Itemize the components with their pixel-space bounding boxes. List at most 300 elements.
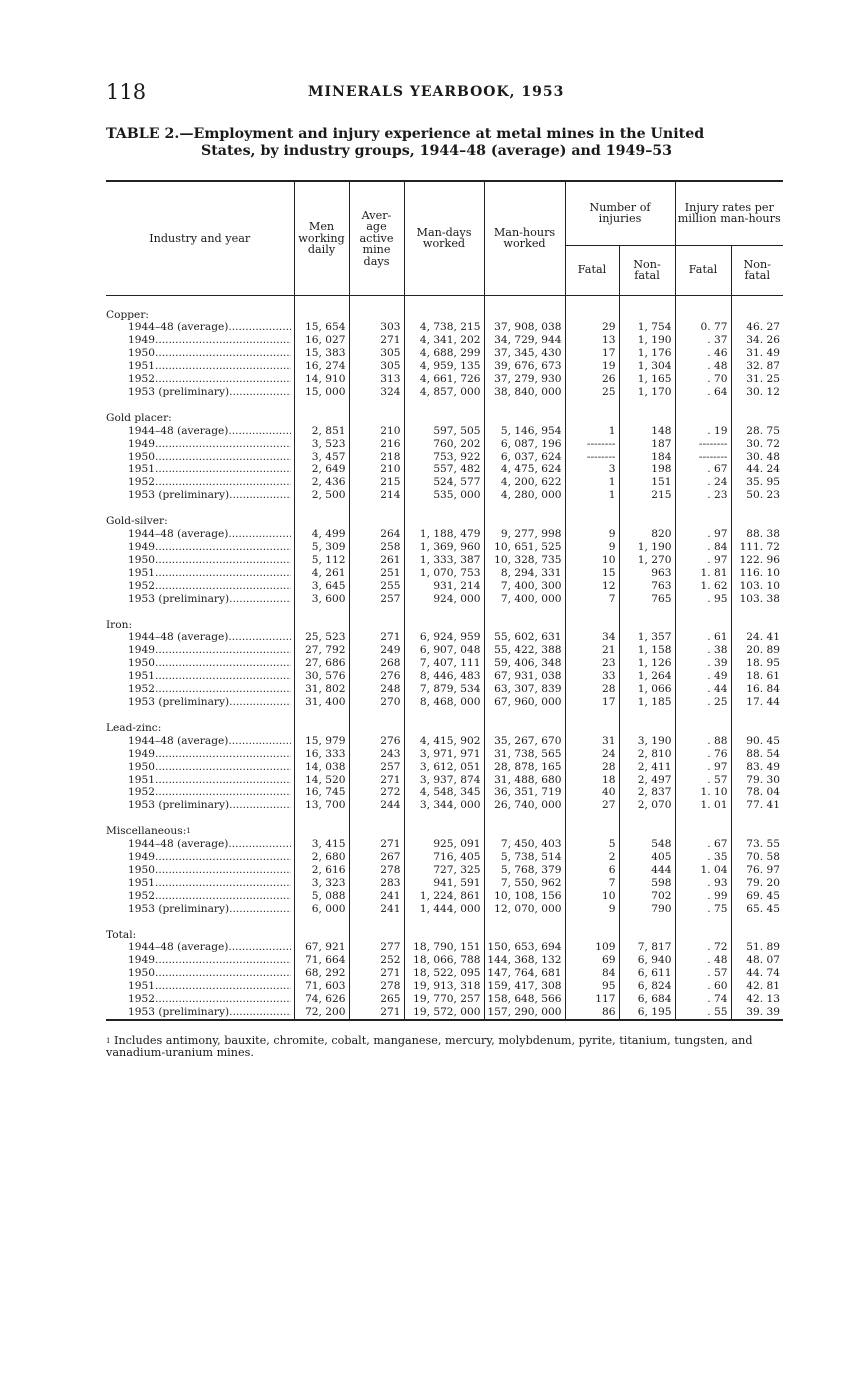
- row-label: [106, 670, 294, 683]
- empty-cell: [484, 309, 565, 322]
- group-name: Gold-silver:: [106, 515, 168, 528]
- empty-cell: [294, 412, 349, 425]
- year-label: 1949: [128, 334, 155, 347]
- man-hours-cell: 159, 417, 308: [484, 980, 565, 993]
- row-label: [106, 941, 294, 954]
- nonfatal-injuries-cell: 6, 940: [619, 954, 675, 967]
- year-label: 1949: [128, 541, 155, 553]
- spacer-cell: [294, 606, 349, 619]
- active-days-cell: 255: [349, 580, 404, 593]
- nonfatal-injuries-cell: 598: [619, 877, 675, 890]
- man-days-cell: 4, 857, 000: [404, 386, 484, 399]
- fatal-rate-cell: 1. 10: [675, 786, 731, 799]
- year-label: 1953 (preliminary): [128, 385, 230, 398]
- men-working-cell: 68, 292: [294, 967, 349, 980]
- fatal-rate-cell: . 70: [675, 373, 731, 386]
- fatal-rate-cell: . 75: [675, 903, 731, 916]
- spacer-row: [106, 916, 783, 929]
- fatal-injuries-cell: 10: [565, 890, 619, 903]
- table-row: [106, 761, 783, 774]
- leader-dots: [155, 567, 291, 580]
- empty-cell: [484, 929, 565, 942]
- fatal-injuries-cell: 95: [565, 980, 619, 993]
- spacer-cell: [731, 606, 783, 619]
- row-label: [106, 967, 294, 980]
- spacer-cell: [565, 812, 619, 825]
- leader-dots: [155, 877, 291, 890]
- empty-cell: [619, 825, 675, 838]
- fatal-rate-cell: . 76: [675, 748, 731, 761]
- empty-cell: [565, 619, 619, 632]
- spacer-cell: [106, 812, 294, 825]
- nonfatal-injuries-cell: 1, 190: [619, 541, 675, 554]
- fatal-rate-cell: 1. 04: [675, 864, 731, 877]
- spacer-cell: [349, 295, 404, 309]
- year-label: 1944–48 (average): [128, 838, 229, 851]
- row-label: [106, 463, 294, 476]
- nonfatal-rate-cell: 76. 97: [746, 863, 780, 876]
- empty-cell: [675, 825, 731, 838]
- men-working-cell: 72, 200: [294, 1006, 349, 1020]
- fatal-injuries-cell: 5: [565, 838, 619, 851]
- row-label: [106, 334, 294, 347]
- spacer-cell: [404, 709, 484, 722]
- year-label: 1952: [128, 579, 155, 592]
- spacer-cell: [484, 295, 565, 309]
- nonfatal-rate-cell: 42. 81: [746, 980, 780, 993]
- fatal-rate-cell: . 97: [675, 761, 731, 774]
- year-label: 1953 (preliminary): [128, 592, 230, 605]
- nonfatal-injuries-cell: 2, 837: [619, 786, 675, 799]
- table-row: [106, 1006, 783, 1020]
- man-days-cell: 524, 577: [404, 476, 484, 489]
- man-hours-cell: 158, 648, 566: [484, 993, 565, 1006]
- men-working-cell: 6, 000: [294, 903, 349, 916]
- leader-dots: [155, 451, 291, 464]
- active-days-cell: 268: [349, 657, 404, 670]
- man-hours-cell: 38, 840, 000: [484, 386, 565, 399]
- nonfatal-rate-cell: 79. 30: [746, 773, 780, 786]
- row-label: [106, 786, 294, 799]
- spacer-cell: [619, 399, 675, 412]
- active-days-cell: 270: [349, 696, 404, 709]
- empty-cell: [404, 515, 484, 528]
- row-label: [106, 373, 294, 386]
- empty-cell: [731, 515, 783, 528]
- year-label: 1949: [128, 851, 155, 864]
- nonfatal-rate-cell: 31. 25: [746, 373, 780, 386]
- active-days-cell: 271: [349, 774, 404, 787]
- man-days-cell: 18, 790, 151: [404, 941, 484, 954]
- group-name: Miscellaneous:: [106, 825, 187, 838]
- table-row: [106, 321, 783, 334]
- fatal-injuries-cell: 7: [565, 593, 619, 606]
- table-row: [106, 386, 783, 399]
- man-days-cell: 941, 591: [404, 877, 484, 890]
- nonfatal-injuries-cell: 1, 190: [619, 334, 675, 347]
- year-label: 1944–48 (average): [128, 424, 229, 437]
- group-label: [106, 722, 294, 735]
- spacer-cell: [106, 916, 294, 929]
- nonfatal-injuries-cell: 444: [619, 864, 675, 877]
- fatal-rate-cell: . 49: [675, 670, 731, 683]
- spacer-cell: [731, 812, 783, 825]
- men-working-cell: 15, 000: [294, 386, 349, 399]
- empty-cell: [484, 412, 565, 425]
- fatal-rate-cell: . 46: [675, 347, 731, 360]
- nonfatal-injuries-cell: 2, 497: [619, 774, 675, 787]
- fatal-injuries-cell: 26: [565, 373, 619, 386]
- nonfatal-injuries-cell: 1, 170: [619, 386, 675, 399]
- nonfatal-injuries-cell: 148: [619, 425, 675, 438]
- table-row: [106, 967, 783, 980]
- group-row: [106, 722, 783, 735]
- spacer-cell: [675, 502, 731, 515]
- man-hours-cell: 31, 738, 565: [484, 748, 565, 761]
- active-days-cell: 258: [349, 541, 404, 554]
- leader-dots: [155, 683, 291, 696]
- men-working-cell: 2, 649: [294, 463, 349, 476]
- table-row: [106, 774, 783, 787]
- spacer-cell: [349, 606, 404, 619]
- group-label: [106, 412, 294, 425]
- fatal-injuries-cell: 40: [565, 786, 619, 799]
- nonfatal-rate-cell: 18. 61: [746, 670, 780, 683]
- year-label: 1953 (preliminary): [128, 489, 230, 502]
- spacer-cell: [565, 502, 619, 515]
- spacer-cell: [675, 812, 731, 825]
- header-men-working: Men working daily: [294, 181, 349, 295]
- nonfatal-injuries-cell: 215: [619, 489, 675, 502]
- leader-dots: [155, 954, 291, 967]
- fatal-injuries-cell: --------: [565, 451, 619, 464]
- spacer-cell: [106, 606, 294, 619]
- fatal-injuries-cell: 9: [565, 528, 619, 541]
- leader-dots: [155, 347, 291, 360]
- man-days-cell: 7, 879, 534: [404, 683, 484, 696]
- fatal-rate-cell: . 74: [675, 993, 731, 1006]
- empty-cell: [731, 309, 783, 322]
- man-days-cell: 8, 446, 483: [404, 670, 484, 683]
- men-working-cell: 16, 745: [294, 786, 349, 799]
- active-days-cell: 313: [349, 373, 404, 386]
- leader-dots: [155, 541, 291, 554]
- empty-cell: [565, 722, 619, 735]
- men-working-cell: 15, 654: [294, 321, 349, 334]
- fatal-injuries-cell: 9: [565, 903, 619, 916]
- spacer-cell: [404, 295, 484, 309]
- active-days-cell: 324: [349, 386, 404, 399]
- spacer-cell: [675, 606, 731, 619]
- fatal-injuries-cell: 33: [565, 670, 619, 683]
- leader-dots: [228, 838, 290, 851]
- leader-dots: [228, 528, 290, 541]
- man-hours-cell: 6, 087, 196: [484, 438, 565, 451]
- fatal-injuries-cell: 23: [565, 657, 619, 670]
- leader-dots: [229, 1006, 290, 1019]
- year-label: 1950: [128, 967, 155, 980]
- group-row: [106, 929, 783, 942]
- spacer-cell: [484, 502, 565, 515]
- men-working-cell: 14, 910: [294, 373, 349, 386]
- man-hours-cell: 5, 768, 379: [484, 864, 565, 877]
- row-label: [106, 567, 294, 580]
- man-hours-cell: 59, 406, 348: [484, 657, 565, 670]
- group-name: Gold placer:: [106, 411, 172, 424]
- fatal-rate-cell: . 67: [675, 838, 731, 851]
- active-days-cell: 305: [349, 347, 404, 360]
- row-label: [106, 425, 294, 438]
- man-days-cell: 18, 522, 095: [404, 967, 484, 980]
- fatal-injuries-cell: 69: [565, 954, 619, 967]
- empty-cell: [731, 619, 783, 632]
- nonfatal-rate-cell: 103. 10: [739, 579, 780, 592]
- leader-dots: [155, 373, 291, 386]
- men-working-cell: 5, 112: [294, 554, 349, 567]
- man-hours-cell: 7, 550, 962: [484, 877, 565, 890]
- nonfatal-injuries-cell: 1, 357: [619, 631, 675, 644]
- empty-cell: [619, 515, 675, 528]
- man-hours-cell: 4, 200, 622: [484, 476, 565, 489]
- nonfatal-injuries-cell: 405: [619, 851, 675, 864]
- nonfatal-rate-cell: 31. 49: [746, 347, 780, 360]
- table-row: [106, 644, 783, 657]
- fatal-injuries-cell: 29: [565, 321, 619, 334]
- man-days-cell: 925, 091: [404, 838, 484, 851]
- empty-cell: [484, 825, 565, 838]
- man-days-cell: 4, 688, 299: [404, 347, 484, 360]
- spacer-cell: [404, 606, 484, 619]
- empty-cell: [675, 309, 731, 322]
- active-days-cell: 271: [349, 631, 404, 644]
- men-working-cell: 16, 333: [294, 748, 349, 761]
- group-row: [106, 515, 783, 528]
- nonfatal-injuries-cell: 1, 754: [619, 321, 675, 334]
- footnote-ref: 1: [186, 827, 191, 836]
- empty-cell: [675, 619, 731, 632]
- leader-dots: [155, 774, 291, 787]
- spacer-cell: [484, 916, 565, 929]
- table-row: [106, 941, 783, 954]
- leader-dots: [155, 864, 291, 877]
- nonfatal-injuries-cell: 2, 070: [619, 799, 675, 812]
- nonfatal-rate-cell: 28. 75: [746, 424, 780, 437]
- spacer-cell: [565, 916, 619, 929]
- spacer-cell: [294, 399, 349, 412]
- spacer-cell: [484, 709, 565, 722]
- fatal-injuries-cell: 31: [565, 735, 619, 748]
- active-days-cell: 241: [349, 890, 404, 903]
- fatal-rate-cell: . 55: [675, 1006, 731, 1020]
- spacer-row: [106, 295, 783, 309]
- men-working-cell: 3, 415: [294, 838, 349, 851]
- spacer-row: [106, 502, 783, 515]
- row-label: [106, 838, 294, 851]
- fatal-rate-cell: . 48: [675, 954, 731, 967]
- table-row: [106, 980, 783, 993]
- nonfatal-injuries-cell: 198: [619, 463, 675, 476]
- empty-cell: [404, 825, 484, 838]
- table-row: [106, 334, 783, 347]
- nonfatal-injuries-cell: 548: [619, 838, 675, 851]
- men-working-cell: 16, 274: [294, 360, 349, 373]
- table-row: [106, 489, 783, 502]
- fatal-rate-cell: . 97: [675, 528, 731, 541]
- active-days-cell: 278: [349, 864, 404, 877]
- year-label: 1952: [128, 476, 155, 489]
- nonfatal-injuries-cell: 1, 304: [619, 360, 675, 373]
- group-row: [106, 619, 783, 632]
- table-row: [106, 877, 783, 890]
- row-label: [106, 954, 294, 967]
- empty-cell: [349, 825, 404, 838]
- fatal-injuries-cell: 28: [565, 683, 619, 696]
- nonfatal-injuries-cell: 1, 165: [619, 373, 675, 386]
- page-number: 118: [106, 80, 147, 104]
- fatal-injuries-cell: 34: [565, 631, 619, 644]
- table-row: [106, 864, 783, 877]
- nonfatal-rate-cell: 35. 95: [746, 476, 780, 489]
- nonfatal-injuries-cell: 6, 824: [619, 980, 675, 993]
- leader-dots: [229, 696, 290, 709]
- table-row: [106, 580, 783, 593]
- year-label: 1951: [128, 670, 155, 683]
- fatal-rate-cell: 1. 01: [675, 799, 731, 812]
- spacer-row: [106, 606, 783, 619]
- spacer-cell: [294, 916, 349, 929]
- active-days-cell: 271: [349, 334, 404, 347]
- spacer-row: [106, 812, 783, 825]
- table-row: [106, 683, 783, 696]
- year-label: 1950: [128, 863, 155, 876]
- empty-cell: [349, 515, 404, 528]
- empty-cell: [349, 722, 404, 735]
- spacer-cell: [294, 502, 349, 515]
- leader-dots: [155, 670, 291, 683]
- fatal-injuries-cell: 3: [565, 463, 619, 476]
- row-label: [106, 877, 294, 890]
- active-days-cell: 257: [349, 593, 404, 606]
- leader-dots: [155, 463, 291, 476]
- spacer-cell: [565, 295, 619, 309]
- man-days-cell: 597, 505: [404, 425, 484, 438]
- active-days-cell: 264: [349, 528, 404, 541]
- active-days-cell: 249: [349, 644, 404, 657]
- row-label: [106, 657, 294, 670]
- fatal-rate-cell: . 61: [675, 631, 731, 644]
- header-rate-fatal: Fatal: [675, 245, 731, 295]
- spacer-cell: [675, 709, 731, 722]
- active-days-cell: 215: [349, 476, 404, 489]
- year-label: 1944–48 (average): [128, 321, 229, 334]
- nonfatal-rate-cell: 44. 24: [746, 463, 780, 476]
- fatal-injuries-cell: 109: [565, 941, 619, 954]
- man-days-cell: 4, 415, 902: [404, 735, 484, 748]
- active-days-cell: 252: [349, 954, 404, 967]
- fatal-injuries-cell: 19: [565, 360, 619, 373]
- fatal-rate-cell: . 23: [675, 489, 731, 502]
- group-row: [106, 412, 783, 425]
- fatal-injuries-cell: 21: [565, 644, 619, 657]
- group-name: Lead-zinc:: [106, 721, 162, 734]
- table-row: [106, 631, 783, 644]
- fatal-rate-cell: . 72: [675, 941, 731, 954]
- spacer-cell: [731, 709, 783, 722]
- row-label: [106, 774, 294, 787]
- spacer-cell: [349, 709, 404, 722]
- row-label: [106, 644, 294, 657]
- fatal-rate-cell: . 57: [675, 774, 731, 787]
- nonfatal-rate-cell: 32. 87: [746, 360, 780, 373]
- header-nonfatal: Non- fatal: [619, 245, 675, 295]
- fatal-injuries-cell: 7: [565, 877, 619, 890]
- spacer-cell: [349, 916, 404, 929]
- active-days-cell: 248: [349, 683, 404, 696]
- leader-dots: [228, 321, 290, 334]
- employment-injury-table: [106, 180, 783, 1021]
- empty-cell: [404, 619, 484, 632]
- year-label: 1951: [128, 360, 155, 373]
- table-row: [106, 670, 783, 683]
- men-working-cell: 15, 979: [294, 735, 349, 748]
- men-working-cell: 2, 500: [294, 489, 349, 502]
- footnote-text: Includes antimony, bauxite, chromite, cobalt, manganese, mercury, molybdenum, pyrite, titanium, tungsten, and vanadium-uranium mines.: [106, 1034, 753, 1059]
- empty-cell: [619, 722, 675, 735]
- active-days-cell: 265: [349, 993, 404, 1006]
- spacer-cell: [565, 399, 619, 412]
- active-days-cell: 243: [349, 748, 404, 761]
- year-label: 1952: [128, 683, 155, 696]
- row-label: [106, 489, 294, 502]
- man-hours-cell: 55, 602, 631: [484, 631, 565, 644]
- year-label: 1950: [128, 657, 155, 670]
- fatal-rate-cell: . 48: [675, 360, 731, 373]
- spacer-cell: [484, 812, 565, 825]
- active-days-cell: 271: [349, 967, 404, 980]
- header-man-days: Man-days worked: [404, 181, 484, 295]
- fatal-injuries-cell: 28: [565, 761, 619, 774]
- year-label: 1952: [128, 786, 155, 799]
- men-working-cell: 13, 700: [294, 799, 349, 812]
- leader-dots: [228, 941, 290, 954]
- man-hours-cell: 37, 908, 038: [484, 321, 565, 334]
- man-hours-cell: 5, 738, 514: [484, 851, 565, 864]
- row-label: [106, 321, 294, 334]
- row-label: [106, 580, 294, 593]
- man-days-cell: 1, 333, 387: [404, 554, 484, 567]
- leader-dots: [155, 476, 291, 489]
- fatal-injuries-cell: 6: [565, 864, 619, 877]
- empty-cell: [404, 929, 484, 942]
- leader-dots: [155, 993, 291, 1006]
- row-label: [106, 541, 294, 554]
- man-hours-cell: 67, 960, 000: [484, 696, 565, 709]
- man-days-cell: 753, 922: [404, 451, 484, 464]
- men-working-cell: 74, 626: [294, 993, 349, 1006]
- nonfatal-injuries-cell: 765: [619, 593, 675, 606]
- nonfatal-injuries-cell: 6, 684: [619, 993, 675, 1006]
- spacer-cell: [484, 606, 565, 619]
- fatal-injuries-cell: 24: [565, 748, 619, 761]
- man-days-cell: 4, 548, 345: [404, 786, 484, 799]
- fatal-rate-cell: . 38: [675, 644, 731, 657]
- table-title: [106, 126, 786, 160]
- fatal-rate-cell: . 97: [675, 554, 731, 567]
- empty-cell: [349, 619, 404, 632]
- spacer-cell: [294, 295, 349, 309]
- nonfatal-rate-cell: 16. 84: [746, 683, 780, 696]
- row-label: [106, 903, 294, 916]
